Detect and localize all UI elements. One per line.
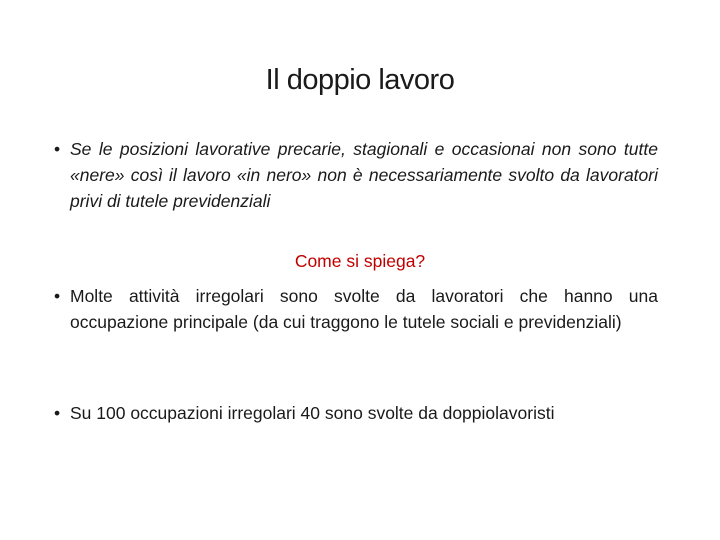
bullet-item-3 — [52, 400, 658, 426]
question-text: Come si spiega? — [294, 251, 426, 271]
bullet-marker: • — [54, 286, 61, 306]
bullet-marker: • — [54, 403, 61, 423]
bullet-text-2: Molte attività irregolari sono svolte da lavoratori che hanno una occupazione principale (da cui traggono le tutele sociali e previdenziali) — [70, 286, 658, 332]
bullet-text-3: Su 100 occupazioni irregolari 40 sono svolte da doppiolavoristi — [70, 403, 555, 423]
slide-title: Il doppio lavoro — [265, 64, 455, 96]
bullet-item-2 — [52, 283, 658, 335]
bullet-text-1: Se le posizioni lavorative precarie, stagionali e occasionai non sono tutte «nere» così il lavoro «in nero» non è necessariamente svolto da lavoratori privi di tutele previdenziali — [70, 139, 658, 211]
bullet-item-1 — [52, 136, 658, 214]
bullet-marker: • — [54, 139, 61, 159]
